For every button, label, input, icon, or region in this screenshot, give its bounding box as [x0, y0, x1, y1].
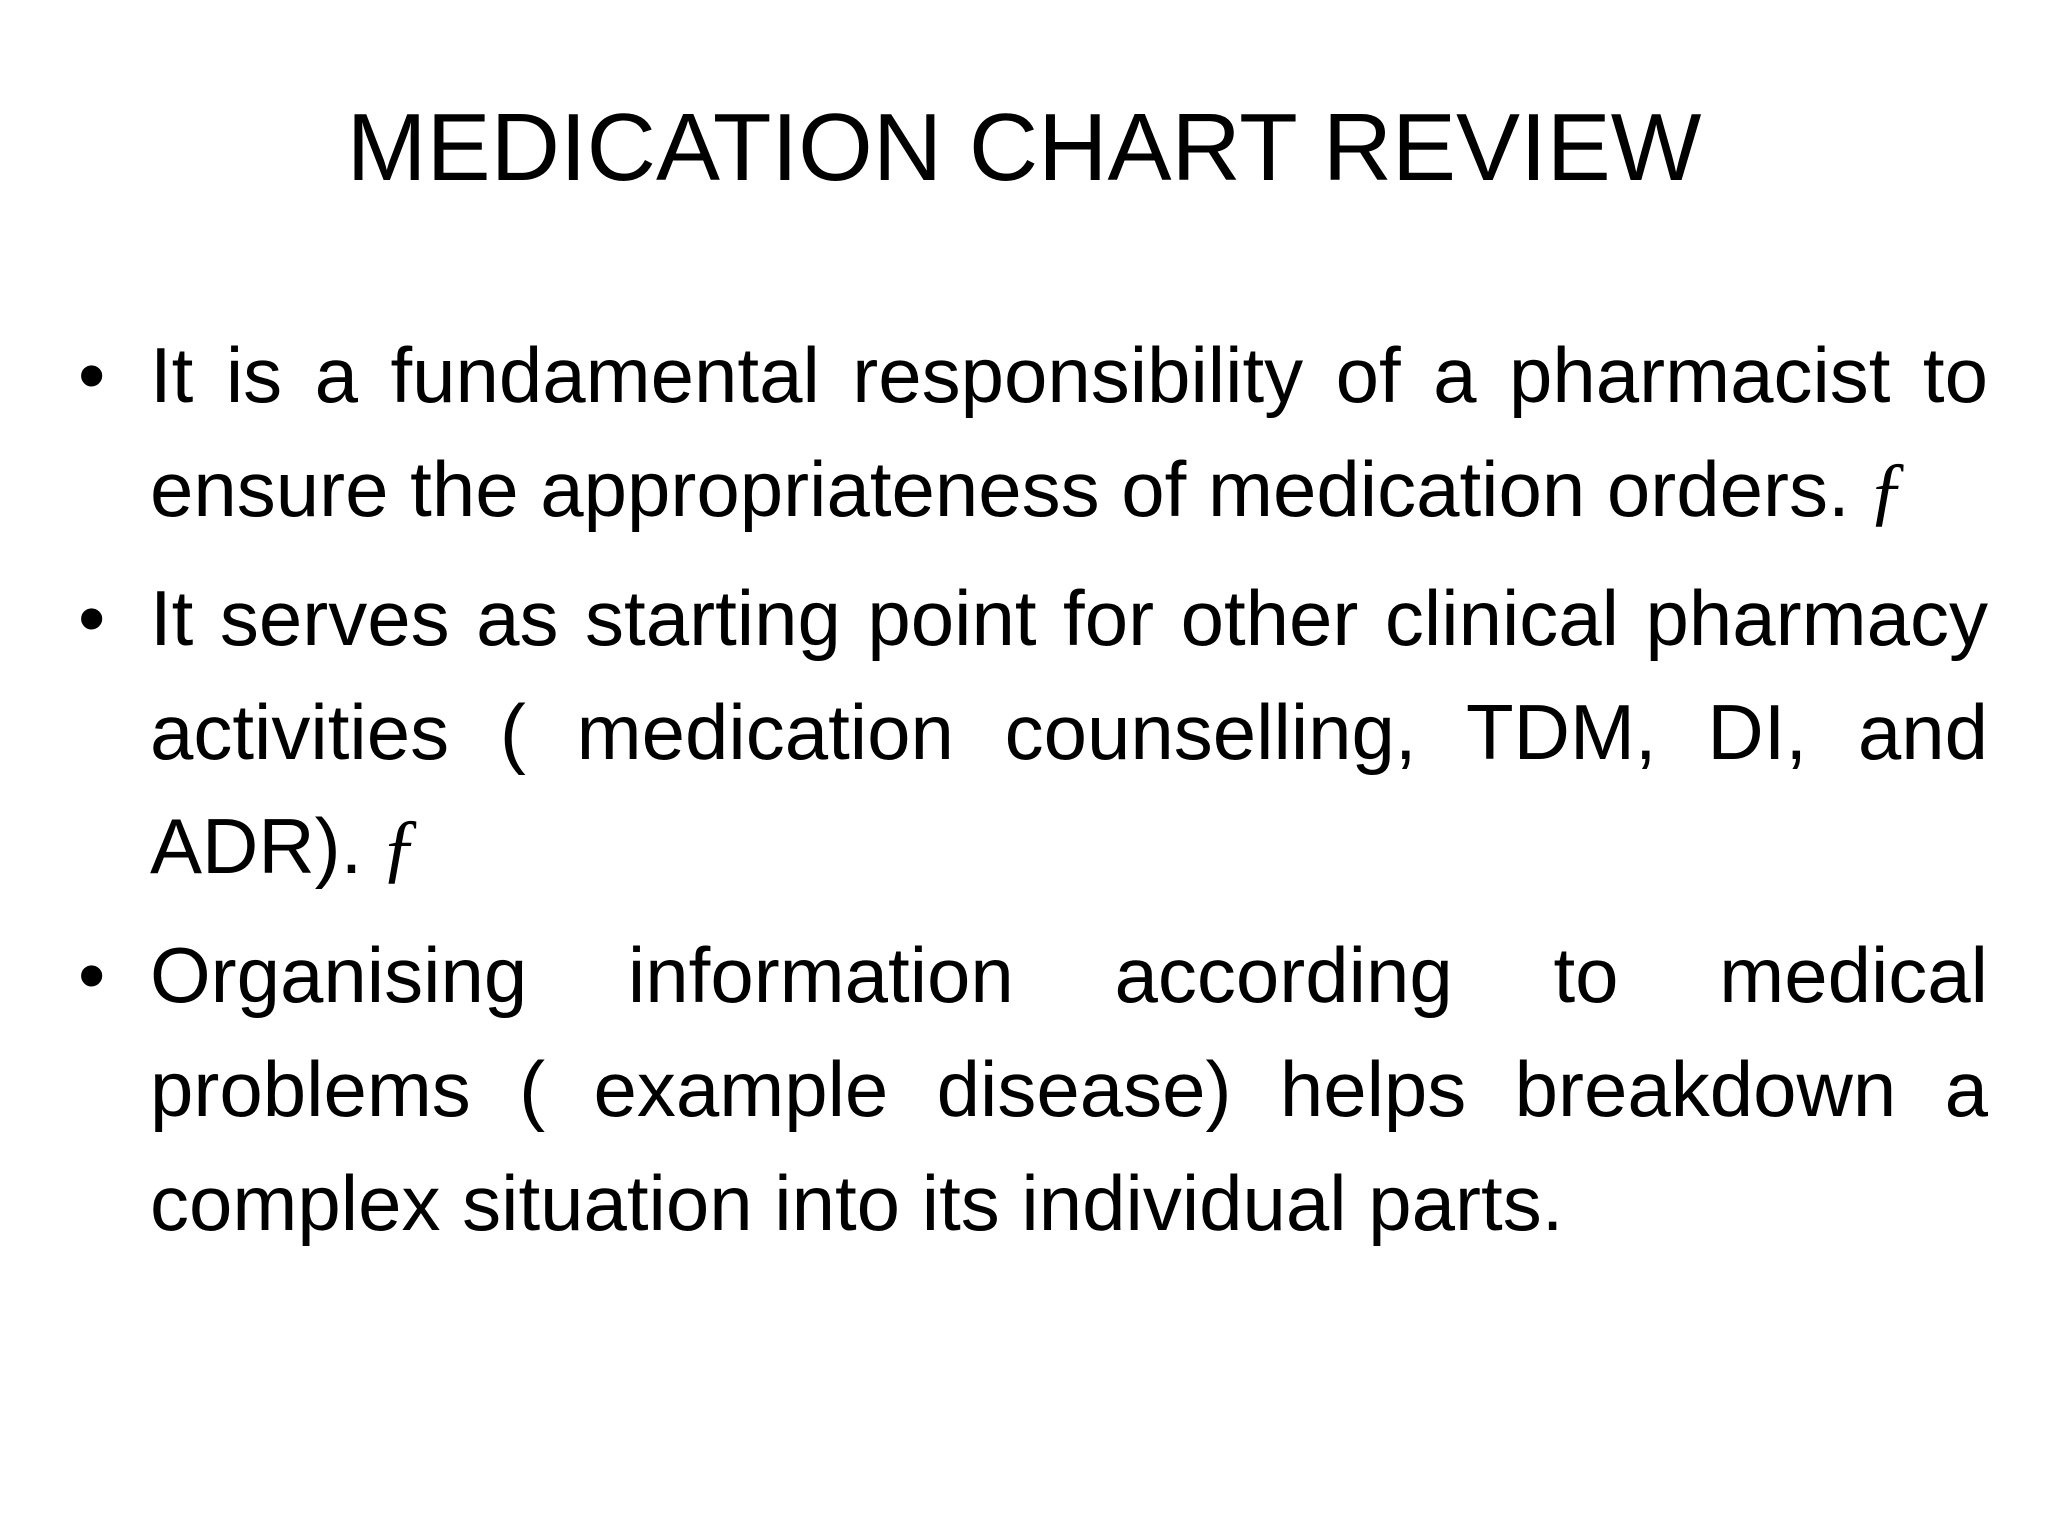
bullet-item [70, 318, 1988, 547]
footnote-mark: ƒ [1867, 446, 1907, 533]
bullet-dot-icon: • [78, 331, 106, 419]
bullet-item [70, 561, 1988, 904]
footnote-mark: ƒ [380, 803, 420, 890]
bullet-dot-icon: • [78, 574, 106, 662]
bullet-dot-icon: • [78, 931, 106, 1019]
bullet-text: Organising information according to medical problems ( example disease) helps breakdown a complex situation into its individual parts. [150, 931, 1988, 1247]
bullet-list [70, 318, 1988, 1274]
slide-title: MEDICATION CHART REVIEW [346, 94, 1702, 201]
bullet-item [70, 918, 1988, 1260]
bullet-text: It is a fundamental responsibility of a pharmacist to ensure the appropriateness of medication orders. [150, 331, 1988, 533]
bullet-text: It serves as starting point for other clinical pharmacy activities ( medication counselling, TDM, DI, and ADR). [150, 574, 1988, 890]
